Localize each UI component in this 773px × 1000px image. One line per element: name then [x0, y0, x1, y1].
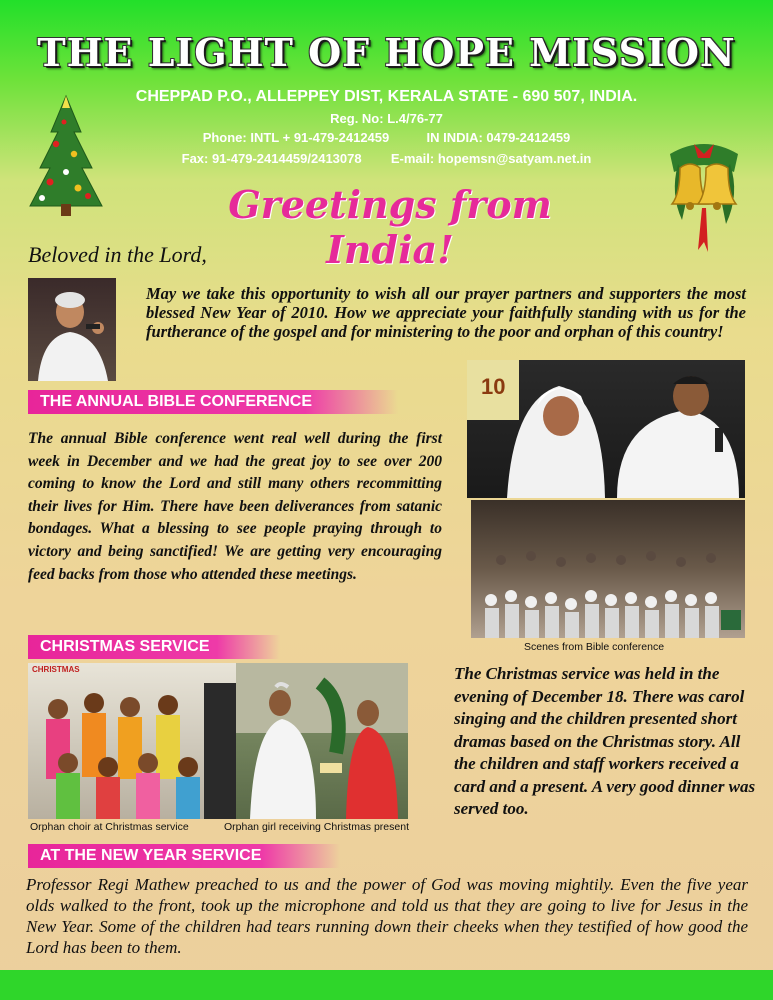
christmas-choir-photo [28, 663, 236, 819]
greeting-heading: Greetings from India! [228, 182, 552, 272]
intro-paragraph: May we take this opportunity to wish all our prayer partners and supporters the most blessed New Year of 2010. How we appreciate your faithfully standing with us for the furtherance of the gospel and for ministering to the poor and orphan of this country! [146, 284, 746, 341]
page-title: THE LIGHT OF HOPE MISSION [37, 30, 736, 75]
phone-line [0, 130, 773, 145]
section-heading-new-year: AT THE NEW YEAR SERVICE [28, 844, 340, 868]
fax-email-line [0, 151, 773, 166]
christmas-paragraph: The Christmas service was held in the evening of December 18. There was carol singing and the children presented short dramas based on the Christmas story. All the children and staff workers received a card and a present. A very good dinner was served too. [454, 664, 756, 818]
bible-conference-caption: Scenes from Bible conference [524, 641, 665, 653]
choir-caption: Orphan choir at Christmas service [30, 821, 189, 833]
christmas-present-photo [236, 663, 408, 819]
conference-photo-crowd [471, 500, 745, 638]
new-year-paragraph: Professor Regi Mathew preached to us and the power of God was moving mightily. Even the five year olds walked to the front, took up the microphone and told us that they are going to live for Jesus in the New Year. Some of the children had tears running down their cheeks when they testified of how good the Lord has been to them. [26, 875, 748, 957]
footer-bar [0, 970, 773, 1000]
section-heading-bible-conference: THE ANNUAL BIBLE CONFERENCE [28, 390, 398, 414]
salutation: Beloved in the Lord, [28, 242, 207, 267]
christmas-tree-icon [26, 92, 106, 220]
fax-number: Fax: 91-479-2414459/2413078 [181, 151, 362, 166]
present-caption: Orphan girl receiving Christmas present [224, 821, 409, 833]
conference-photo-speakers [467, 360, 745, 498]
phone-india: IN INDIA: 0479-2412459 [426, 130, 571, 145]
conference-banner-text: 10 [481, 374, 506, 399]
mission-address: CHEPPAD P.O., ALLEPPEY DIST, KERALA STATE - 690 507, INDIA. [135, 88, 638, 105]
section-heading-christmas: CHRISTMAS SERVICE [28, 635, 280, 659]
email-address: E-mail: hopemsn@satyam.net.in [390, 151, 592, 166]
bible-conference-paragraph: The annual Bible conference went real well during the first week in December and we had the great joy to see over 200 coming to know the Lord and still many others recommitting their lives for Him. There have been deliverances from satanic bondages. What a blessing to see people praying through to victory and being sanctified! We are getting very encouraging feed backs from those who attended these meetings. [28, 430, 442, 583]
phone-international: Phone: INTL + 91-479-2412459 [202, 130, 390, 145]
speaker-photo [28, 278, 116, 381]
christmas-bells-icon [664, 124, 744, 260]
registration-number: Reg. No: L.4/76-77 [330, 111, 443, 126]
choir-banner: CHRISTMAS [32, 665, 80, 674]
